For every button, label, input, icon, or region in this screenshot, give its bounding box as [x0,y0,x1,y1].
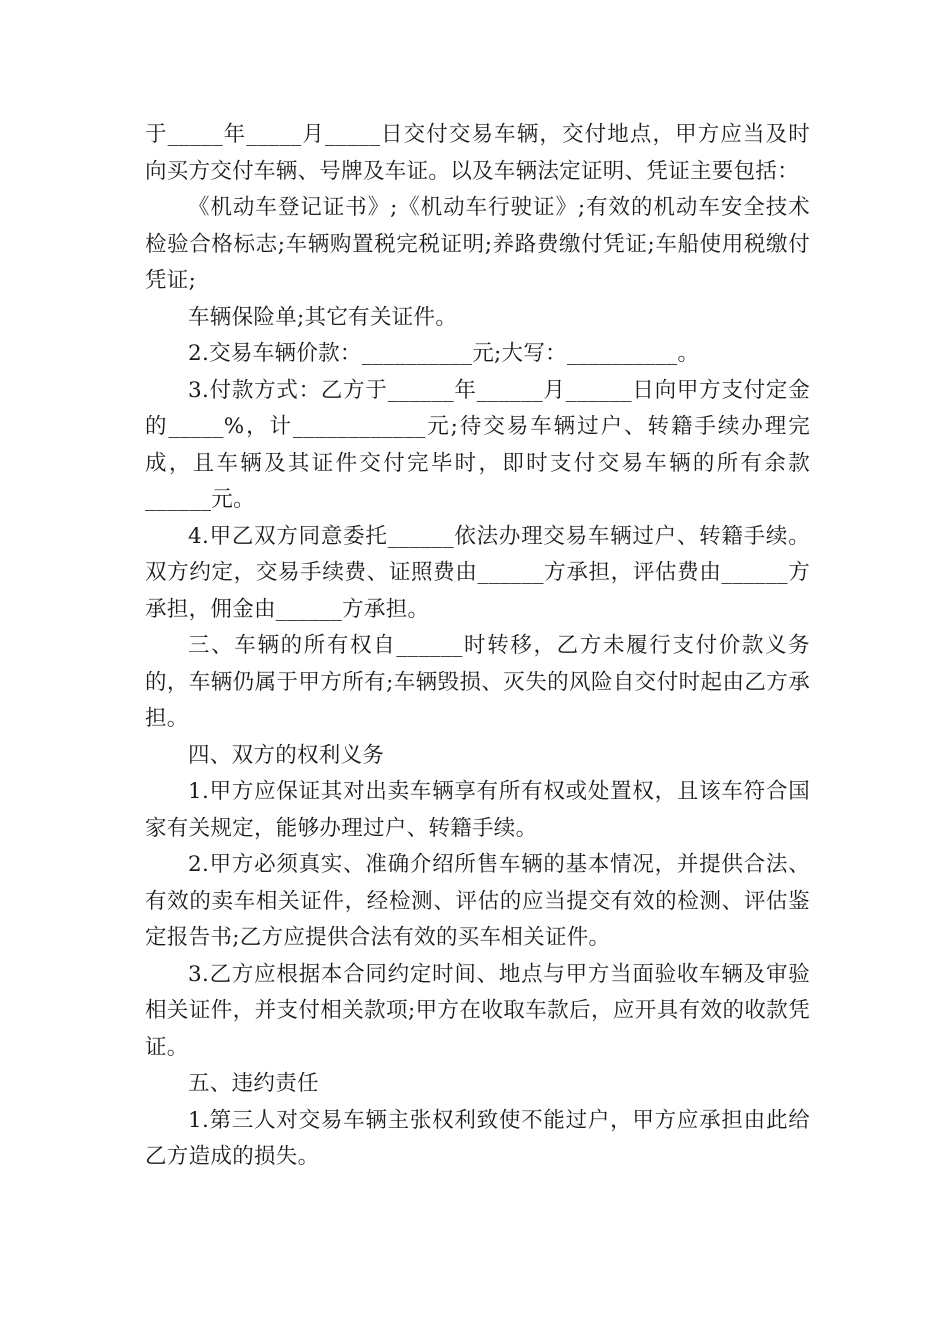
contract-body [145,117,810,1176]
paragraph-right-1: 1.甲方应保证其对出卖车辆享有所有权或处置权，且该车符合国家有关规定，能够办理过户、转籍手续。 [145,779,810,841]
paragraph-price: 2.交易车辆价款：__________元;大写：__________。 [188,341,700,366]
paragraph-right-2: 2.甲方必须真实、准确介绍所售车辆的基本情况，并提供合法、有效的卖车相关证件，经检测、评估的应当提交有效的检测、评估鉴定报告书;乙方应提供合法有效的买车相关证件。 [145,852,810,950]
paragraph-right-3: 3.乙方应根据本合同约定时间、地点与甲方当面验收车辆及审验相关证件，并支付相关款项;甲方在收取车款后，应开具有效的收款凭证。 [145,961,810,1060]
paragraph-agency: 4.甲乙双方同意委托______依法办理交易车辆过户、转籍手续。双方约定，交易手续费、证照费由______方承担，评估费由______方承担，佣金由______方承担。 [145,523,810,622]
section-heading-liability: 五、违约责任 [188,1071,319,1096]
paragraph-delivery: 于_____年_____月_____日交付交易车辆，交付地点，甲方应当及时向买方交付车辆、号牌及车证。以及车辆法定证明、凭证主要包括： [145,122,810,184]
section-heading-rights: 四、双方的权利义务 [188,742,385,768]
paragraph-certificates: 《机动车登记证书》;《机动车行驶证》;有效的机动车安全技术检验合格标志;车辆购置税完税证明;养路费缴付凭证;车船使用税缴付凭证; [145,195,810,293]
paragraph-insurance: 车辆保险单;其它有关证件。 [188,304,458,330]
paragraph-liability-1: 1.第三人对交易车辆主张权利致使不能过户，甲方应承担由此给乙方造成的损失。 [145,1107,810,1169]
paragraph-ownership: 三、车辆的所有权自______时转移，乙方未履行支付价款义务的，车辆仍属于甲方所有;车辆毁损、灭失的风险自交付时起由乙方承担。 [145,633,810,731]
paragraph-payment: 3.付款方式：乙方于______年______月______日向甲方支付定金的_____%，计____________元;待交易车辆过户、转籍手续办理完成，且车辆及其证件交付完毕时，即时支付交易车辆的所有余款______元。 [145,377,810,512]
